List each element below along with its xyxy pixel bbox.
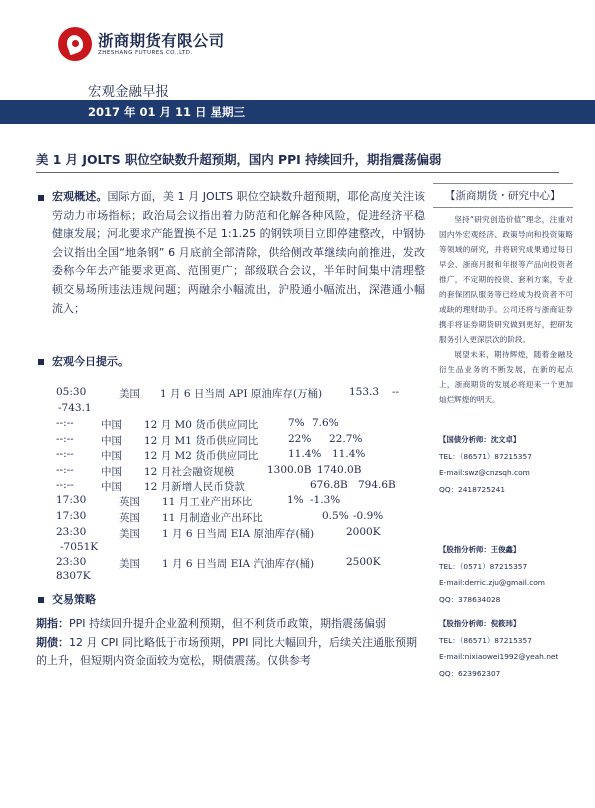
table-row — [56, 526, 436, 556]
sidebar-intro-p2: 展望未来，期待辉煌，随着金融及衍生品业务的不断发展，在新的起点上，浙商期货的发展必将迎来一个更加灿烂辉煌的明天。 — [439, 350, 573, 404]
row-time: 23:30 — [56, 556, 87, 568]
sidebar-intro-p1: 坚持“研究创造价值”理念，注重对国内外宏观经济、政策导向和投资策略等领域的研究，并将研究成果通过每日早会、浙商月报和年报等产品向投资者推广，不定期的投资、套利方案，专业的套保团队服务等已经成为投资者不可或缺的理财助手。公司还将与浙商证券携手将证券期货研究做到更好，把研发服务引入更深层次的阶段。 — [439, 215, 573, 344]
row-forecast: -1.3% — [310, 494, 341, 506]
row-prev: 0.5% — [322, 510, 349, 522]
strategy-label: 期债： — [36, 635, 69, 649]
row-prev: 153.3 — [349, 386, 380, 398]
row-prev: 1300.0B — [267, 464, 312, 476]
overview-body: 国际方面，美 1 月 JOLTS 职位空缺数升超预期，耶伦高度关注该劳动力市场指标；政治局会议指出着力防范和化解各种风险，促进经济平稳健康发展；河北要求产能置换不足 1:1.25 的钢铁项目立即停建整改，中钢协会议指出全国“地条钢” 6 月底前全部清除，供给侧改革继续向前推进，发改委称今年去产能要求更高、范围更广；部级联合会议，半年时间集中清理整顿交易场所违法违规问题；两融余小幅流出，沪股通小幅流出，深港通小幅流入； — [52, 190, 425, 315]
analyst-tel: TEL：（86571）87215357 — [439, 635, 532, 645]
overview-paragraph — [52, 188, 425, 318]
row-country: 美国 — [119, 558, 140, 570]
row-forecast: -- — [392, 386, 400, 398]
strategy-text: PPI 持续回升提升企业盈利预期，但不利货币政策，期指震荡偏弱 — [69, 617, 387, 630]
row-prev: 7% — [288, 417, 305, 429]
analyst-name: 【国债分析师：沈文卓】 — [439, 435, 521, 444]
row-prev: 1% — [287, 494, 304, 506]
row-country: 中国 — [101, 419, 122, 431]
table-row — [56, 433, 436, 449]
table-row — [56, 510, 436, 526]
headline: 美 1 月 JOLTS 职位空缺数升超预期，国内 PPI 持续回升，期指震荡偏弱 — [36, 152, 442, 167]
row-forecast: -0.9% — [353, 510, 384, 522]
table-row — [56, 448, 436, 464]
row-time: --:-- — [56, 479, 74, 491]
row-forecast: 7.6% — [312, 417, 339, 429]
row-actual: -7051K — [60, 541, 99, 553]
row-item: 1 月 6 日当周 EIA 原油库存(桶) — [162, 528, 315, 540]
analyst-qq: QQ：623962307 — [439, 668, 501, 678]
row-time: 17:30 — [56, 510, 87, 522]
row-time: --:-- — [56, 448, 74, 460]
table-row — [56, 556, 436, 586]
row-country: 中国 — [101, 450, 122, 462]
report-date: 2017 年 01 月 11 日 星期三 — [88, 105, 246, 119]
row-country: 中国 — [101, 435, 122, 447]
table-row — [56, 494, 436, 510]
row-time: 23:30 — [56, 526, 87, 538]
analyst-tel: TEL：（0571）87215357 — [439, 561, 528, 571]
row-actual: -743.1 — [58, 402, 92, 414]
row-item: 12 月 M1 货币供应同比 — [144, 435, 259, 447]
section-bullet — [38, 195, 44, 201]
analyst-tel: TEL：（86571）87215357 — [439, 451, 532, 461]
row-time: --:-- — [56, 417, 74, 429]
analyst-qq: QQ：2418725241 — [439, 484, 506, 494]
row-prev: 2000K — [346, 526, 381, 538]
row-forecast: 22.7% — [329, 433, 363, 445]
analyst-name: 【股指分析师：王俊鑫】 — [439, 545, 521, 554]
row-item: 12 月新增人民币贷款 — [144, 481, 245, 493]
row-actual: 8307K — [56, 570, 91, 582]
analyst-card — [439, 616, 558, 682]
date-bar — [0, 100, 595, 124]
row-item: 12 月 M0 货币供应同比 — [144, 419, 259, 431]
company-name: 浙商期货有限公司 — [98, 32, 225, 50]
table-row — [56, 417, 436, 433]
row-time: 05:30 — [56, 386, 87, 398]
company-logo — [58, 27, 92, 61]
row-prev: 11.4% — [288, 448, 322, 460]
row-forecast: 1740.0B — [317, 464, 362, 476]
row-item: 1 月 6 日当周 EIA 汽油库存(桶) — [162, 558, 315, 570]
strategy-text: 12 月 CPI 同比略低于市场预期，PPI 同比大幅回升，后续关注通胀预期的上升，但短期内资金面较为宽松，期债震荡。仅供参考 — [36, 635, 418, 667]
analyst-email: E-mail:nixiaowei1992@yeah.net — [439, 652, 559, 661]
row-country: 中国 — [101, 466, 122, 478]
strategy-title: 交易策略 — [52, 593, 96, 606]
row-prev: 2500K — [346, 556, 381, 568]
row-item: 12 月社会融资规模 — [144, 466, 235, 478]
row-item: 1 月 6 日当周 API 原油库存(万桶) — [160, 388, 323, 400]
row-country: 英国 — [119, 512, 140, 524]
row-item: 11 月制造业产出环比 — [162, 512, 263, 524]
table-row — [56, 479, 436, 495]
row-time: --:-- — [56, 433, 74, 445]
row-country: 英国 — [119, 496, 140, 508]
analyst-qq: QQ：378634028 — [439, 594, 501, 604]
section-bullet — [38, 359, 44, 365]
row-prev: 676.8B — [310, 479, 348, 491]
row-forecast: 794.6B — [358, 479, 396, 491]
divider — [36, 172, 559, 173]
strategy-label: 期指： — [36, 617, 69, 630]
row-country: 中国 — [101, 481, 122, 493]
sidebar-intro — [439, 212, 573, 407]
sidebar-header: 【浙商期货・研究中心】 — [445, 190, 561, 202]
analyst-name: 【股指分析师：倪筱玮】 — [439, 619, 521, 628]
sidebar-top-rule — [433, 183, 573, 184]
row-item: 11 月工业产出环比 — [162, 496, 253, 508]
table-row — [56, 386, 436, 416]
overview-title: 宏观概述。 — [52, 190, 108, 203]
strategy-bond — [36, 634, 426, 671]
row-country: 美国 — [119, 388, 140, 400]
strategy-index — [36, 615, 426, 634]
analyst-card — [439, 542, 545, 608]
today-title: 宏观今日提示。 — [52, 355, 129, 368]
table-row — [56, 464, 436, 480]
analyst-card — [439, 432, 532, 498]
company-name-en: ZHESHANG FUTURES CO.,LTD. — [98, 50, 193, 56]
row-forecast: 11.4% — [332, 448, 366, 460]
row-time: --:-- — [56, 464, 74, 476]
analyst-email: E-mail:swz@cnzsqh.com — [439, 468, 530, 477]
row-prev: 22% — [288, 433, 312, 445]
sidebar-rule — [433, 207, 573, 208]
strategy-paragraph — [36, 615, 426, 671]
row-country: 美国 — [119, 528, 140, 540]
row-item: 12 月 M2 货币供应同比 — [144, 450, 259, 462]
analyst-email: E-mail:derric.zju@gmail.com — [439, 578, 545, 587]
section-bullet — [38, 597, 44, 603]
report-title: 宏观金融早报 — [88, 84, 169, 100]
row-time: 17:30 — [56, 494, 87, 506]
